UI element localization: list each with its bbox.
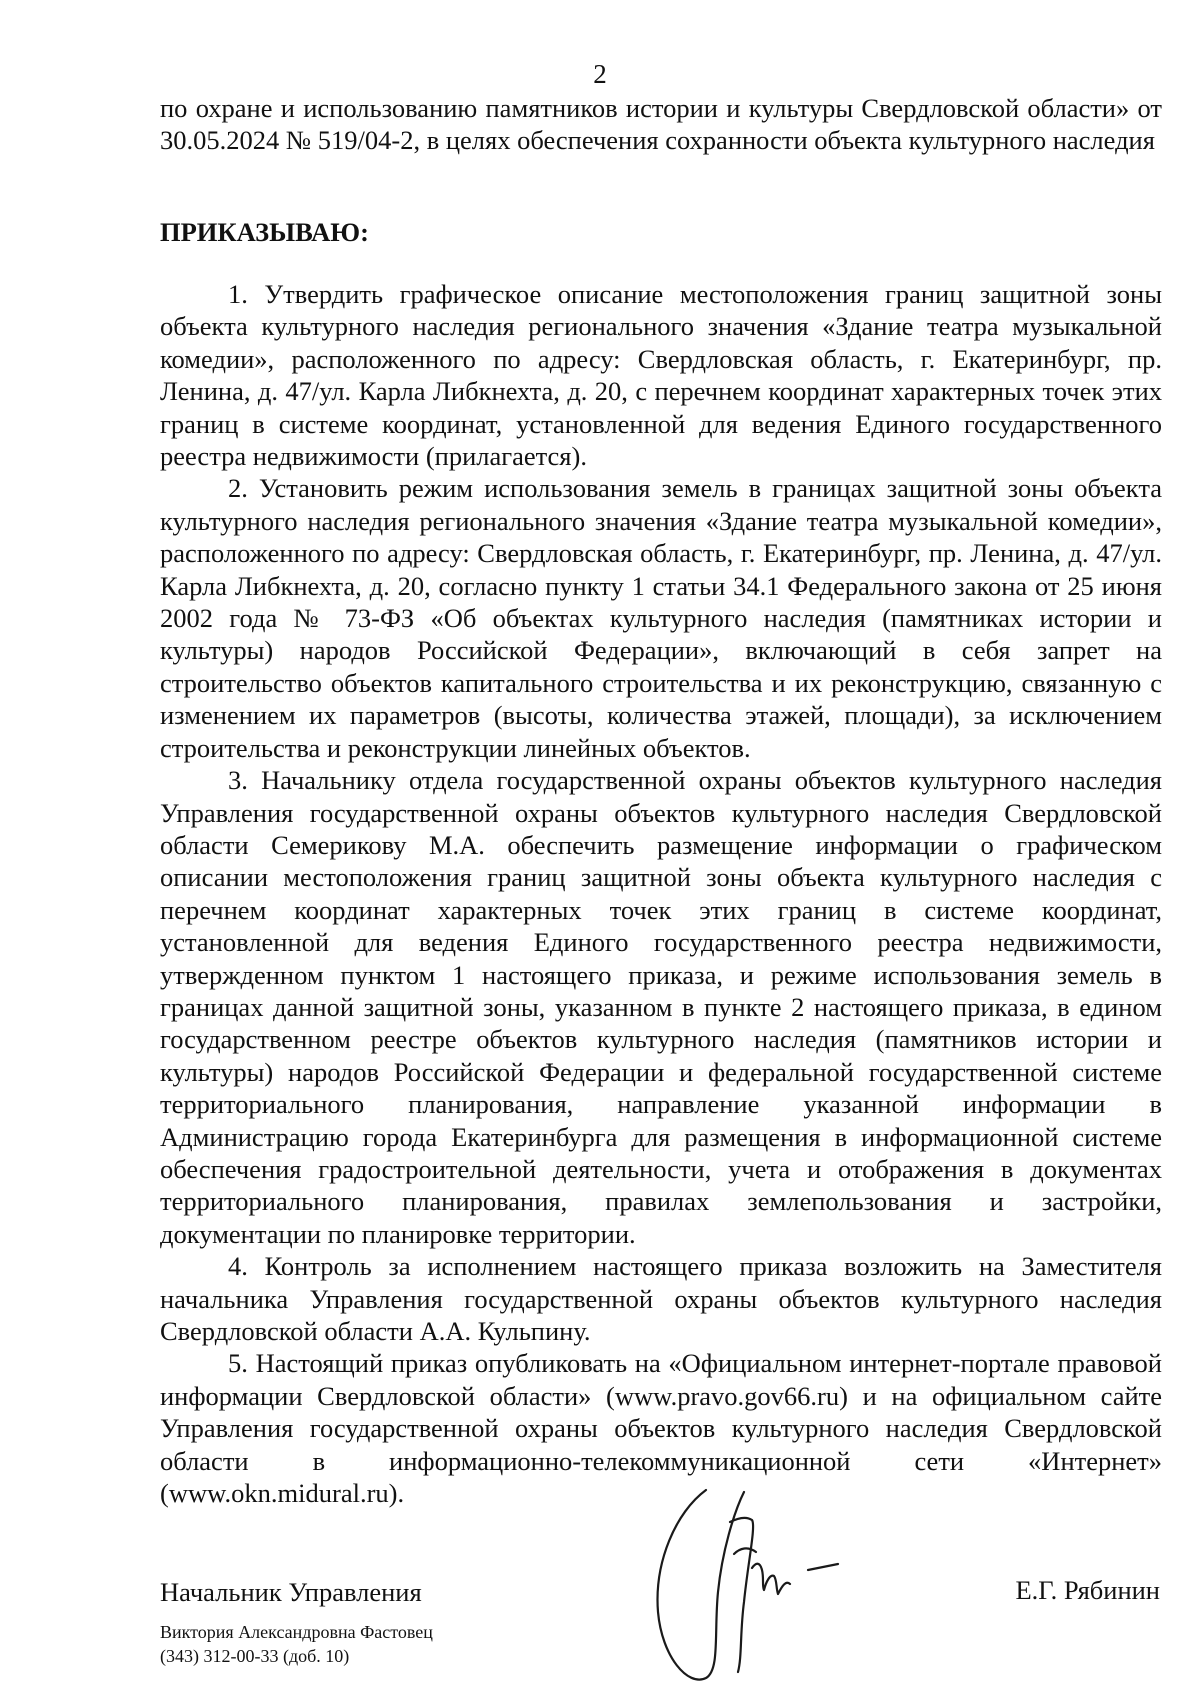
- order-item-1: 1. Утвердить графическое описание местоположения границ защитной зоны объекта культурного наследия регионального значения «Здание театра музыкальной комедии», расположенного по адресу: Свердловская область, г. Екатеринбург, пр. Ленина, д. 47/ул. Карла Либкнехта, д. 20, с перечнем координат характерных точек этих границ в системе координат, установленной для ведения Единого государственного реестра недвижимости (прилагается).: [160, 279, 1162, 472]
- contact-phone: (343) 312-00-33 (доб. 10): [160, 1646, 350, 1666]
- order-items: [160, 278, 1162, 1509]
- contact-person: Виктория Александровна Фастовец: [160, 1622, 433, 1642]
- order-item-3: 3. Начальнику отдела государственной охраны объектов культурного наследия Управления государственной охраны объектов культурного наследия Свердловской области Семерикову М.А. обеспечить размещение информации о графическом описании местоположения границ защитной зоны объекта культурного наследия с перечнем координат характерных точек этих границ в системе координат, установленной для ведения Единого государственного реестра недвижимости, утвержденном пунктом 1 настоящего приказа, и режиме использования земель в границах данной защитной зоны, указанном в пункте 2 настоящего приказа, в едином государственном реестре объектов культурного наследия (памятников истории и культуры) народов Российской Федерации и федеральной государственной системе территориального планирования, направление указанной информации в Администрацию города Екатеринбурга для размещения в информационной системе обеспечения градостроительной деятельности, учета и отображения в документах территориального планирования, правилах землепользования и застройки, документации по планировке территории.: [160, 765, 1162, 1249]
- handwritten-signature: [648, 1482, 888, 1697]
- order-item-2: 2. Установить режим использования земель в границах защитной зоны объекта культурного наследия регионального значения «Здание театра музыкальной комедии», расположенного по адресу: Свердловская область, г. Екатеринбург, пр. Ленина, д. 47/ул. Карла Либкнехта, д. 20, согласно пункту 1 статьи 34.1 Федерального закона от 25 июня 2002 года № 73-ФЗ «Об объектах культурного наследия (памятниках истории и культуры) народов Российской Федерации», включающий в себя запрет на строительство объектов капитального строительства и их реконструкцию, связанную с изменением их параметров (высоты, количества этажей, площади), за исключением строительства и реконструкции линейных объектов.: [160, 473, 1162, 763]
- order-item-5: 5. Настоящий приказ опубликовать на «Официальном интернет-портале правовой информации Свердловской области» (www.pravo.gov66.ru) и на официальном сайте Управления государственной охраны объектов культурного наследия Свердловской области в информационно-телекоммуникационной сети «Интернет» (www.okn.midural.ru).: [160, 1348, 1162, 1509]
- page-number: 2: [593, 59, 607, 89]
- order-item-4: 4. Контроль за исполнением настоящего приказа возложить на Заместителя начальника Управления государственной охраны объектов культурного наследия Свердловской области А.А. Кульпину.: [160, 1251, 1162, 1346]
- signatory-title: Начальник Управления: [160, 1577, 422, 1607]
- order-heading: ПРИКАЗЫВАЮ:: [160, 217, 369, 247]
- intro-paragraph: по охране и использованию памятников истории и культуры Свердловской области» от 30.05.2024 № 519/04-2, в целях обеспечения сохранности объекта культурного наследия: [160, 93, 1162, 156]
- signatory-name: Е.Г. Рябинин: [1015, 1575, 1160, 1605]
